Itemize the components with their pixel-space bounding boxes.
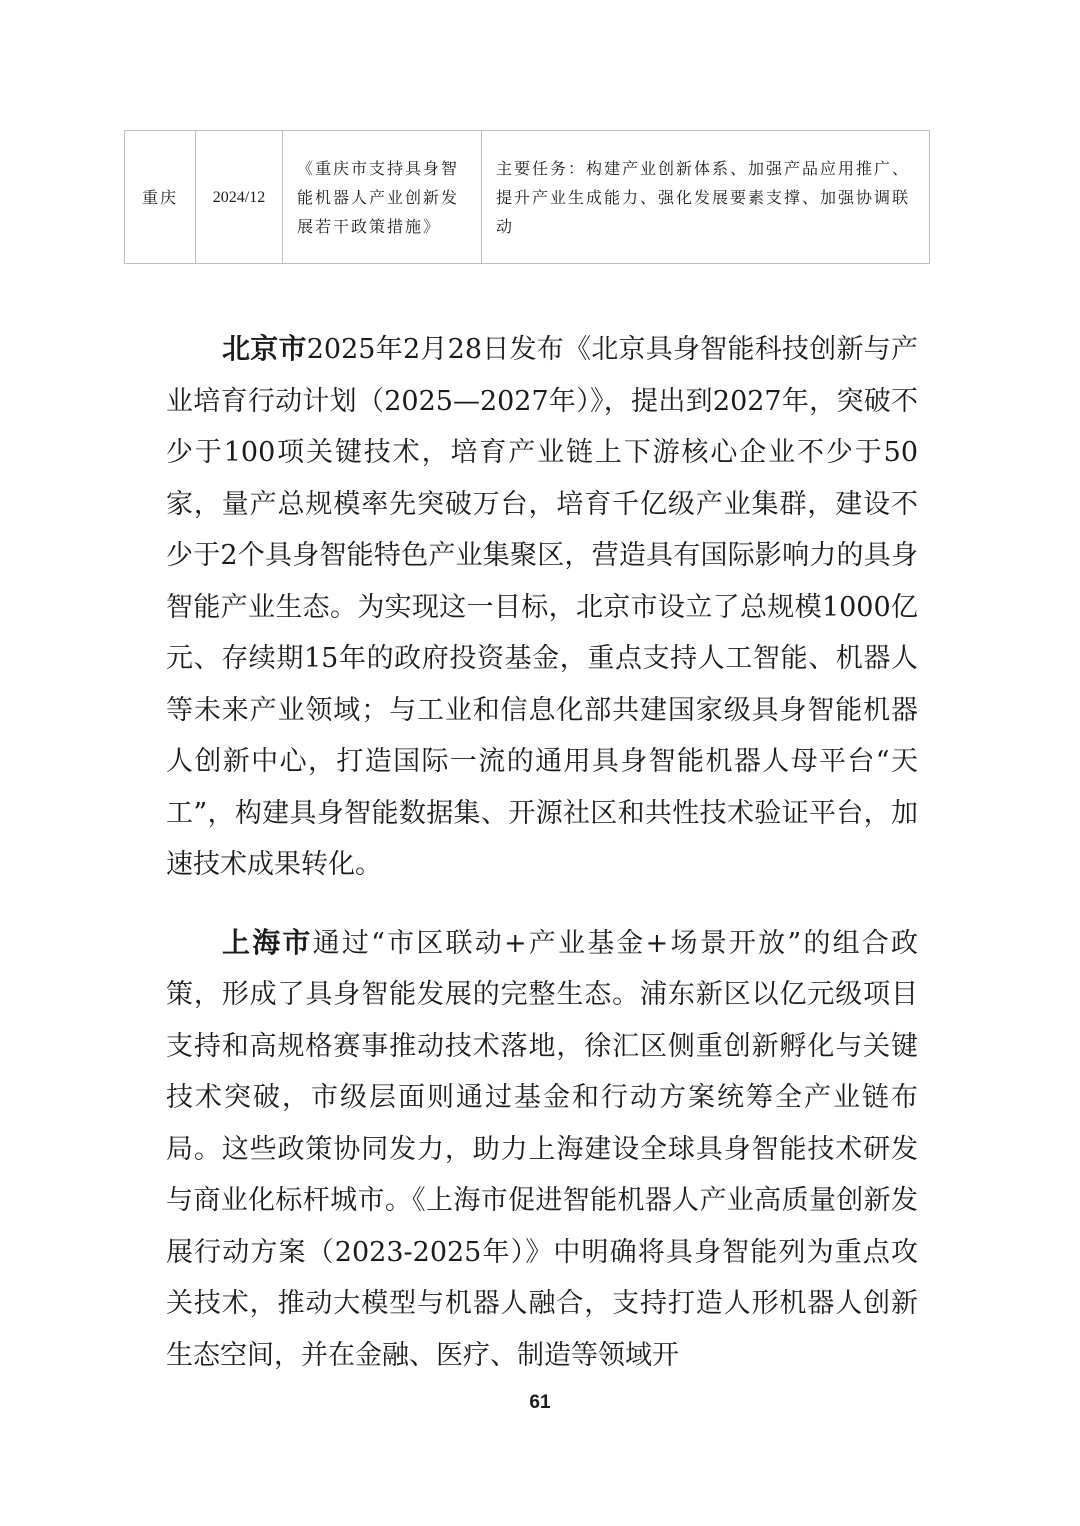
shanghai-paragraph bbox=[166, 917, 918, 1382]
beijing-text: 2025年2月28日发布《北京具身智能科技创新与产业培育行动计划（2025—2027年）》，提出到2027年，突破不少于100项关键技术，培育产业链上下游核心企业不少于50家，量产总规模率先突破万台，培育千亿级产业集群，建设不少于2个具身智能特色产业集聚区，营造具有国际影响力的具身智能产业生态。为实现这一目标，北京市设立了总规模1000亿元、存续期15年的政府投资基金，重点支持人工智能、机器人等未来产业领域；与工业和信息化部共建国家级具身智能机器人创新中心，打造国际一流的通用具身智能机器人母平台“天工”，构建具身智能数据集、开源社区和共性技术验证平台，加速技术成果转化。 bbox=[166, 334, 918, 880]
policy-name-cell: 《重庆市支持具身智能机器人产业创新发展若干政策措施》 bbox=[283, 131, 482, 264]
beijing-paragraph bbox=[166, 323, 918, 891]
main-tasks-cell: 主要任务：构建产业创新体系、加强产品应用推广、提升产业生成能力、强化发展要素支撑、加强协调联动 bbox=[482, 131, 930, 264]
region-cell: 重庆 bbox=[125, 131, 196, 264]
policy-table bbox=[124, 130, 930, 264]
shanghai-text: 通过“市区联动+产业基金+场景开放”的组合政策，形成了具身智能发展的完整生态。浦东新区以亿元级项目支持和高规格赛事推动技术落地，徐汇区侧重创新孵化与关键技术突破，市级层面则通过基金和行动方案统筹全产业链布局。这些政策协同发力，助力上海建设全球具身智能技术研发与商业化标杆城市。《上海市促进智能机器人产业高质量创新发展行动方案（2023-2025年）》中明确将具身智能列为重点攻关技术，推动大模型与机器人融合，支持打造人形机器人创新生态空间，并在金融、医疗、制造等领域开 bbox=[166, 927, 918, 1371]
beijing-lead: 北京市 bbox=[222, 332, 307, 365]
body-text bbox=[166, 323, 918, 1381]
date-cell: 2024/12 bbox=[196, 131, 283, 264]
page-number: 61 bbox=[529, 1392, 551, 1413]
shanghai-lead: 上海市 bbox=[222, 925, 313, 959]
table-row bbox=[125, 131, 930, 264]
